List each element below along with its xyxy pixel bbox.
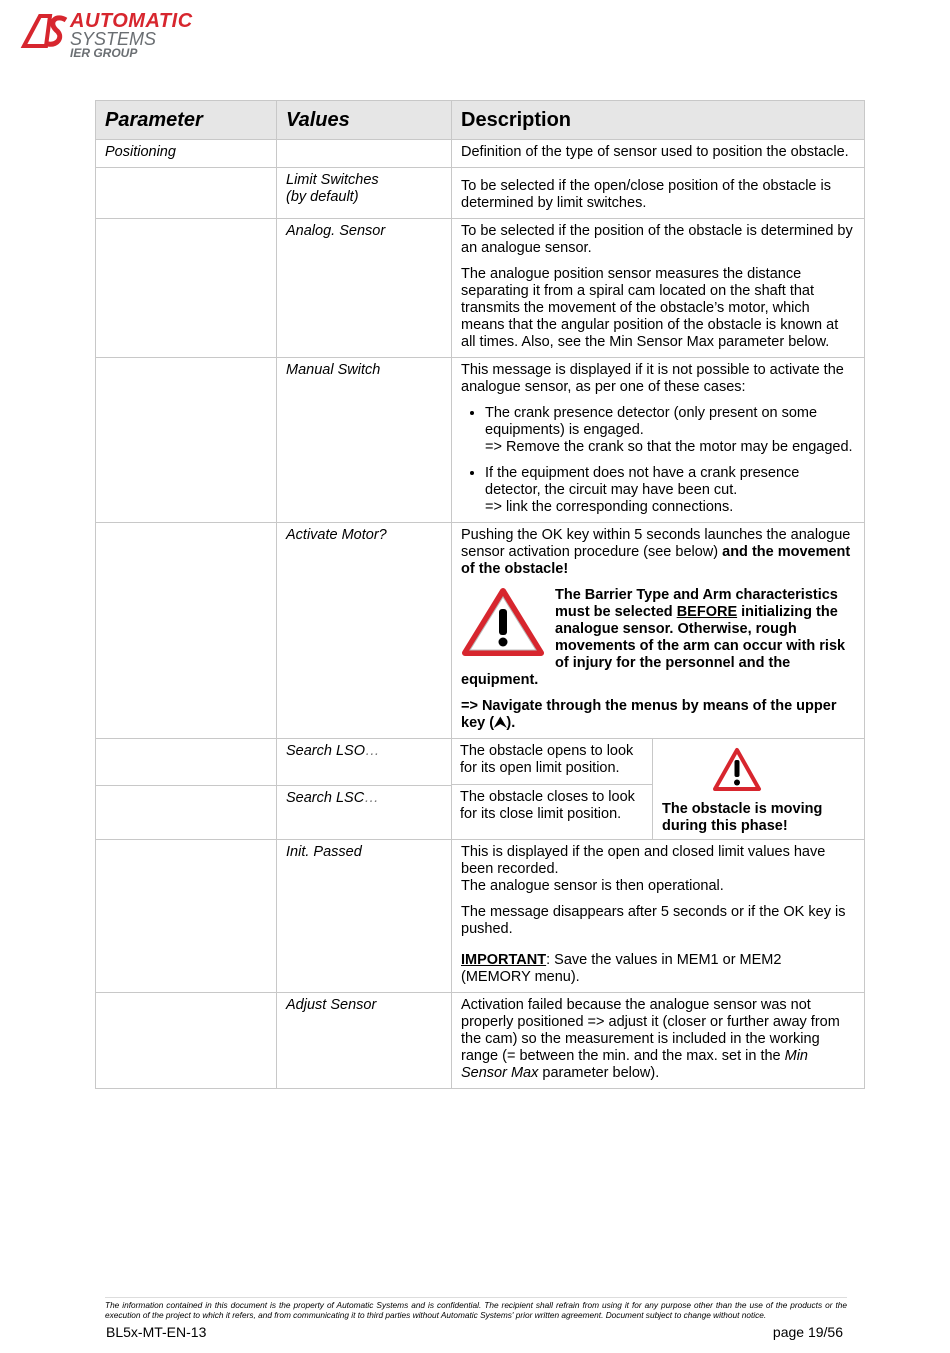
desc-search-lso: The obstacle opens to look for its open limit position. — [452, 739, 653, 784]
barrier-warning — [461, 587, 855, 689]
page-number: page 19/56 — [772, 1324, 843, 1340]
logo-text-systems: SYSTEMS — [70, 29, 157, 49]
desc-analog-sensor-p2: The analogue position sensor measures the distance separating it from a spiral cam located on the shaft that transmits the movement of the obstacle’s motor, which means that the angular position of the obstacle is known at all times. Also, see the Min Sensor Max parameter below. — [461, 266, 839, 350]
table-row-adjust-sensor — [96, 993, 865, 1089]
moving-warning-icon-wrap — [662, 747, 856, 798]
value-activate-motor: Activate Motor? — [277, 523, 452, 739]
desc-init-passed-p1 — [461, 844, 855, 895]
logo-text-group: IER GROUP — [70, 46, 138, 60]
case2-text: If the equipment does not have a crank presence detector, the circuit may have been cut. — [485, 465, 800, 498]
init-passed-operational: The analogue sensor is then operational. — [461, 878, 724, 894]
empty-cell — [96, 358, 277, 523]
parameter-table — [95, 100, 865, 1089]
warning-triangle-icon — [461, 587, 545, 657]
up-key-icon: ⮝ — [494, 715, 507, 731]
desc-positioning: Definition of the type of sensor used to position the obstacle. — [452, 140, 865, 168]
value-search-lso — [277, 739, 452, 786]
manual-switch-cases — [461, 405, 855, 516]
barrier-warning-before: BEFORE — [676, 604, 738, 620]
desc-activate-motor-p1 — [461, 527, 855, 578]
header-values: Values — [277, 101, 452, 140]
moving-warning — [653, 739, 865, 839]
important-text: : Save the values in MEM1 or MEM2 (MEMORY menu). — [461, 952, 782, 985]
case2-action: => link the corresponding connections. — [485, 499, 734, 515]
desc-init-passed-p2: The message disappears after 5 seconds or if the OK key is pushed. — [461, 904, 846, 937]
param-positioning: Positioning — [96, 140, 277, 168]
adjust-sensor-param-ref: Min Sensor Max — [461, 1048, 808, 1081]
navigate-text-a: => Navigate through the menus by means of the upper key ( — [461, 698, 837, 731]
navigate-text-b: ). — [506, 715, 516, 731]
barrier-warning-a: The Barrier Type and Arm characteristics must be selected — [555, 587, 838, 620]
desc-analog-sensor-p1: To be selected if the position of the obstacle is determined by an analogue sensor. — [461, 223, 853, 256]
value-limit-switches-default: (by default) — [286, 189, 359, 205]
header-parameter: Parameter — [96, 101, 277, 140]
desc-manual-switch — [452, 358, 865, 523]
search-lsc-label: Search LSC — [286, 790, 365, 806]
navigate-instruction — [461, 698, 855, 732]
desc-activate-motor — [452, 523, 865, 739]
empty-cell — [96, 219, 277, 358]
list-item — [485, 405, 855, 456]
logo-text-automatic: AUTOMATIC — [70, 10, 193, 32]
search-lso-label: Search LSO — [286, 743, 365, 759]
inner-row-lso — [452, 739, 864, 784]
adjust-sensor-text-b: parameter below). — [538, 1065, 660, 1081]
case1-action: => Remove the crank so that the motor may be engaged. — [485, 439, 853, 455]
desc-adjust-sensor — [452, 993, 865, 1089]
table-row-activate-motor — [96, 523, 865, 739]
empty-cell — [96, 523, 277, 739]
init-passed-recorded: This is displayed if the open and closed limit values have been recorded. — [461, 844, 826, 877]
value-limit-switches-label: Limit Switches — [286, 172, 379, 188]
empty-cell — [96, 168, 277, 219]
header-description: Description — [452, 101, 865, 140]
important-note — [461, 952, 855, 986]
table-row-manual-switch — [96, 358, 865, 523]
document-reference: BL5x-MT-EN-13 — [106, 1324, 207, 1340]
value-init-passed: Init. Passed — [277, 840, 452, 993]
table-row-init-passed — [96, 840, 865, 993]
empty-cell — [96, 739, 277, 786]
desc-manual-switch-intro: This message is displayed if it is not possible to activate the analogue sensor, as per one of these cases: — [461, 362, 844, 395]
search-phase-cell — [452, 739, 865, 840]
activate-motor-plain: Pushing the OK key within 5 seconds launches the analogue sensor activation procedure (see below) — [461, 527, 851, 560]
moving-warning-text: The obstacle is moving during this phase! — [662, 801, 823, 834]
value-search-lsc — [277, 786, 452, 840]
important-label: IMPORTANT — [461, 952, 547, 968]
table-header-row — [96, 101, 865, 140]
activate-motor-bold: and the movement of the obstacle! — [461, 544, 851, 577]
search-phase-inner — [452, 739, 864, 839]
desc-analog-sensor — [452, 219, 865, 358]
value-manual-switch: Manual Switch — [277, 358, 452, 523]
barrier-warning-b: initializing the analogue sensor. Otherwise, rough movements of the arm can occur with risk of injury for the personnel and the equipment. — [461, 604, 846, 688]
search-lsc-ellipsis: … — [364, 790, 379, 806]
search-lso-ellipsis: … — [365, 743, 380, 759]
adjust-sensor-text-a: Activation failed because the analogue sensor was not properly positioned => adjust it (closer or further away from the cam) so the measurement is included in the working range (= between the min. and the max. set in the — [461, 997, 840, 1064]
empty-cell — [96, 840, 277, 993]
value-adjust-sensor: Adjust Sensor — [277, 993, 452, 1089]
case1-text: The crank presence detector (only present on some equipments) is engaged. — [485, 405, 818, 438]
desc-search-lsc: The obstacle closes to look for its close limit position. — [452, 784, 653, 839]
value-limit-switches — [277, 168, 452, 219]
table-row-limit-switches — [96, 168, 865, 219]
warning-triangle-icon — [712, 747, 762, 793]
table-row-search-lso — [96, 739, 865, 786]
company-logo — [20, 8, 200, 64]
empty-cell — [96, 786, 277, 840]
desc-limit-switches: To be selected if the open/close position of the obstacle is determined by limit switches. — [452, 168, 865, 219]
empty-cell — [96, 993, 277, 1089]
empty-cell — [277, 140, 452, 168]
list-item — [485, 465, 855, 516]
as-logo-mark-icon — [20, 12, 70, 50]
value-analog-sensor: Analog. Sensor — [277, 219, 452, 358]
table-row-analog-sensor — [96, 219, 865, 358]
desc-init-passed — [452, 840, 865, 993]
confidentiality-note: The information contained in this document is the property of Automatic Systems and is confidential. The recipient shall refrain from using it for any purpose other than the use of the products or the execution of the project to which it refers, and from communicating it to third parties without Automatic Systems' prior written agreement. Document subject to change without notice. — [105, 1297, 847, 1320]
table-row-positioning — [96, 140, 865, 168]
